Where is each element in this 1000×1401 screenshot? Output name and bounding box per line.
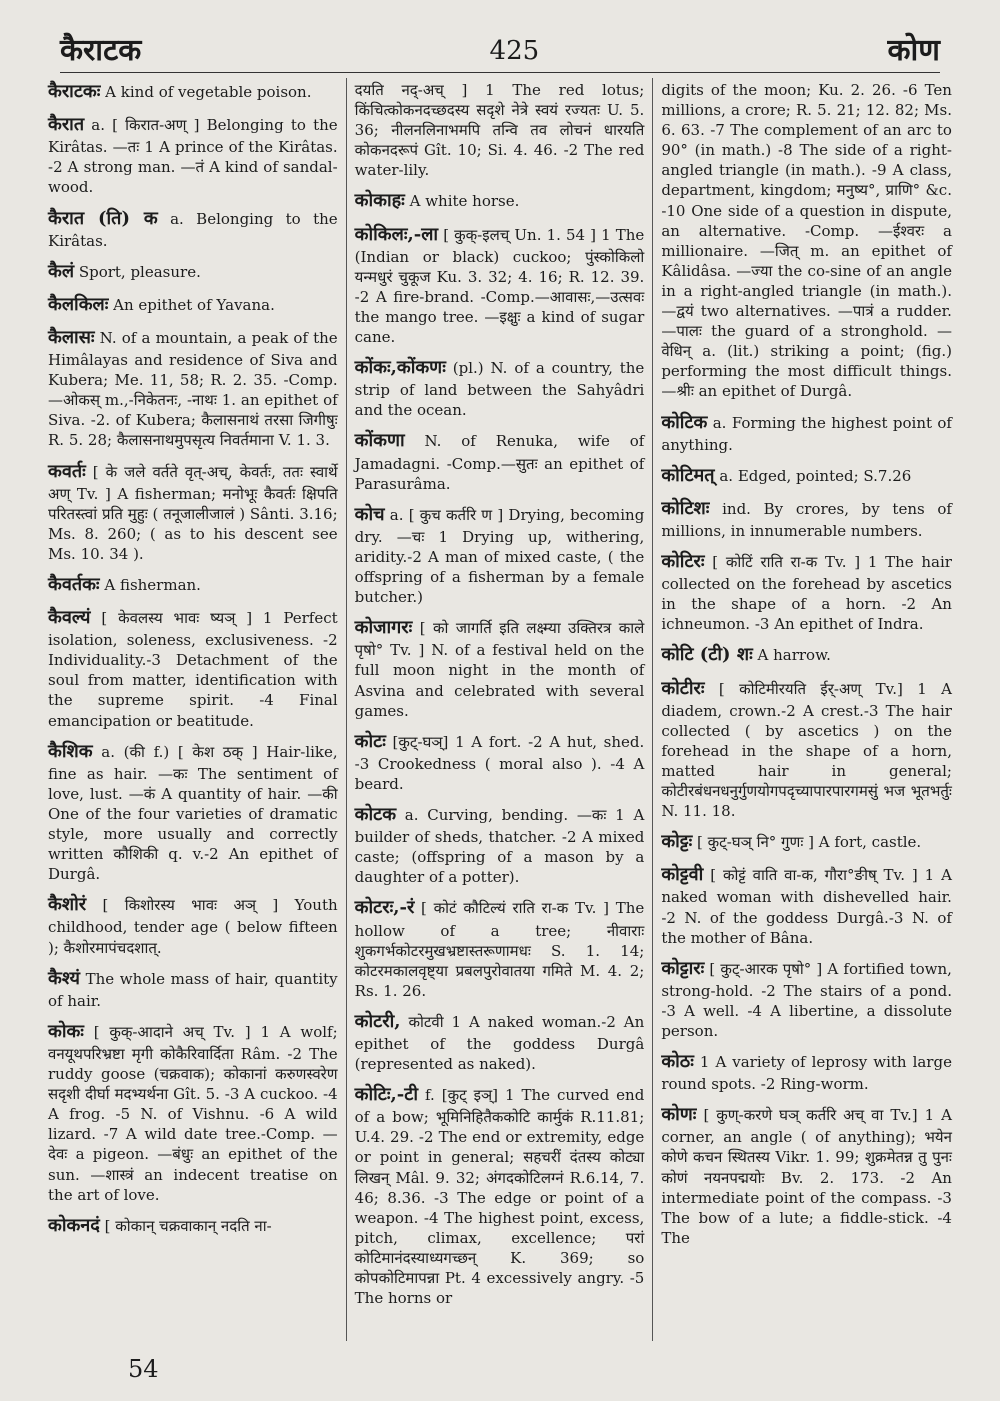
- dictionary-entry: [48, 113, 338, 197]
- dictionary-entry: [661, 643, 952, 667]
- entry-definition: [ कोकान् चक्रवाकान् नदति ना-: [104, 1216, 272, 1235]
- entry-headword: कैरात (ति) क: [48, 207, 158, 229]
- dictionary-entry: [661, 1050, 952, 1094]
- column-3: [653, 78, 960, 1341]
- dictionary-entry: [48, 260, 338, 284]
- dictionary-entry: [661, 550, 952, 634]
- entry-definition: a. Edged, pointed; S.7.26: [719, 466, 912, 485]
- entry-headword: कोटीरः: [661, 677, 705, 699]
- entry-definition: [ को जागर्ति इति लक्ष्म्या उक्तिरत्र काले पृषो° Tv. ] N. of a festival held on the full moon night in the month of Asvina and celebrated with several games.: [354, 619, 645, 720]
- entry-headword: कोटक: [354, 804, 397, 826]
- entry-definition: An epithet of Yavana.: [113, 295, 275, 314]
- entry-headword: कोठः: [661, 1051, 694, 1073]
- entry-definition: [ के जले वर्तते वृत्-अच्, केवर्तः, ततः स्वार्थे अण् Tv. ] A fisherman; मनोभूः कैवर्तः क्षिपति परितस्त्वां प्रति मुहुः ( तनूजालीजालं ) Sânti. 3.16; Ms. 8. 260; ( as to his descent see Ms. 10. 34 ).: [48, 462, 338, 563]
- entry-headword: कोंकः,कोंकणः: [354, 357, 446, 379]
- entry-definition: a. Curving, bending. —कः 1 A builder of sheds, thatcher. -2 A mixed caste; (offspring of a mason by a daughter of a potter).: [354, 806, 645, 887]
- dictionary-entry: [355, 189, 645, 213]
- dictionary-entry: [48, 293, 338, 317]
- entry-headword: कैलासः: [48, 326, 95, 348]
- entry-definition: [ कोट्टं वाति वा-क, गौरा°ङीष् Tv. ] 1 A naked woman with dishevelled hair. -2 N. of the goddess Durgâ.-3 N. of the mother of Bâna.: [661, 866, 952, 947]
- entry-headword: कैश्यं: [48, 967, 80, 989]
- entry-definition: [ कोटिं राति रा-क Tv. ] 1 The hair collected on the forehead by ascetics in the shape of a horn. -2 An ichneumon. -3 An epithet of Indra.: [661, 553, 952, 634]
- dictionary-entry: [661, 80, 952, 402]
- entry-headword: कवर्तः: [48, 460, 86, 482]
- entry-definition: [ कोटं कौटिल्यं राति रा-क Tv. ] The hollow of a tree; नीवाराः शुकगर्भकोटरमुखभ्रष्टास्तरूणामधः S. 1. 14; कोटरमकालवृष्ट्या प्रबलपुरोवातया गमिते M. 4. 2; Rs. 1. 26.: [354, 899, 645, 1000]
- entry-headword: कोटिः,-टी: [354, 1084, 418, 1106]
- entry-definition: a. Forming the highest point of anything.: [661, 413, 952, 454]
- dictionary-entry: [355, 429, 645, 493]
- entry-headword: कोटिशः: [661, 497, 710, 519]
- entry-definition: N. of a mountain, a peak of the Himâlayas and residence of Siva and Kubera; Me. 11, 58; R. 2. 35. -Comp.—ओकस् m.,-निकेतनः, -नाथः 1. an epithet of Siva. -2. of Kubera; कैलासनाथं तरसा जिगीषुः R. 5. 28; कैलासनाथमुपसृत्य निवर्तमाना V. 1. 3.: [48, 328, 338, 450]
- dictionary-entry: [661, 957, 952, 1041]
- entry-headword: कोकिलः,-ला: [354, 223, 439, 245]
- dictionary-entry: [355, 896, 645, 1000]
- entry-definition: 1 A variety of leprosy with large round spots. -2 Ring-worm.: [661, 1053, 952, 1094]
- entry-definition: digits of the moon; Ku. 2. 26. -6 Ten millions, a crore; R. 5. 21; 12. 82; Ms. 6. 63. -7 The complement of an arc to 90° (in math.) -8 The side of a right-angled triangle (in math.). -9 A class, department, kingdom; मनुष्य°, प्राणि° &c. -10 One side of a question in dispute, an alternative. -Comp. —ईश्वरः a millionaire. —जित् m. an epithet of Kâlidâsa. —ज्या the co-sine of an angle in a right-angled triangle (in math.). —द्वयं two alternatives. —पात्रं a rudder. —पालः the guard of a stronghold. —वेधिन् a. (lit.) striking a point; (fig.) performing the most difficult things. —श्रीः an epithet of Durgâ.: [661, 81, 952, 401]
- entry-headword: कैरात: [48, 114, 85, 136]
- dictionary-entry: [48, 1020, 338, 1205]
- entry-headword: कोणः: [661, 1104, 697, 1126]
- dictionary-entry: [355, 730, 645, 794]
- dictionary-entry: [48, 460, 338, 564]
- dictionary-entry: [355, 616, 645, 720]
- entry-headword: कोकाहः: [354, 190, 405, 212]
- dictionary-entry: [48, 573, 338, 597]
- entry-definition: [ केवलस्य भावः ष्यञ् ] 1 Perfect isolation, soleness, exclusiveness. -2 Individuality.-3 Detachment of the soul from matter, identification with the supreme spirit. -4 Final emancipation or beatitude.: [48, 609, 338, 730]
- dictionary-entry: [48, 207, 338, 251]
- entry-definition: [ कोटिमीरयति ईर्-अण् Tv.] 1 A diadem, crown.-2 A crest.-3 The hair collected ( by ascetics ) on the forehead in the shape of a horn, matted hair in general; कोटीरबंधनधनुर्गुणयोगपदृच्यापारपारगमसुं भज भूतभर्तुः N. 11. 18.: [661, 679, 952, 821]
- entry-headword: कैवर्तकः: [48, 573, 100, 595]
- dictionary-entry: [661, 863, 952, 947]
- entry-headword: कैशोरं: [48, 894, 87, 916]
- entry-headword: कोटः: [354, 730, 386, 752]
- text-columns: [40, 78, 960, 1341]
- entry-definition: A white horse.: [409, 192, 520, 211]
- entry-headword: कोटिमत्: [661, 464, 715, 486]
- entry-definition: [ कुक्-इलच् Un. 1. 54 ] 1 The (Indian or black) cuckoo; पुंस्कोकिलो यन्मधुरं चुकूज Ku. 3. 32; 4. 16; R. 12. 39. -2 A fire-brand. -Comp.—आवासः,—उत्सवः the mango tree. —इक्षुः a kind of sugar cane.: [354, 225, 645, 347]
- entry-headword: कोटरः,-रं: [354, 897, 415, 919]
- entry-headword: कोच: [354, 503, 385, 525]
- dictionary-entry: [661, 677, 952, 822]
- page-number: 425: [489, 36, 540, 66]
- entry-headword: कोकः: [48, 1020, 84, 1042]
- dictionary-entry: [48, 80, 338, 104]
- entry-definition: कोटवी 1 A naked woman.-2 An epithet of the goddess Durgâ (represented as naked).: [354, 1012, 645, 1074]
- entry-definition: [ कुट्-आरक पृषो° ] A fortified town, strong-hold. -2 The stairs of a pond. -3 A well. -4 A libertine, a dissolute person.: [661, 959, 952, 1040]
- dictionary-entry: [48, 326, 338, 451]
- dictionary-entry: [661, 497, 952, 541]
- entry-headword: कोटरी,: [354, 1010, 401, 1032]
- dictionary-entry: [661, 464, 952, 488]
- dictionary-entry: [48, 1214, 338, 1238]
- entry-definition: दयति नद्-अच् ] 1 The red lotus; किंचित्कोकनदच्छदस्य सदृशे नेत्रे स्वयं रज्यतः U. 5. 36; नीलनलिनाभमपि तन्वि तव लोचनं धारयति कोकनदरूपं Gît. 10; Si. 4. 46. -2 The red water-lily.: [354, 81, 645, 180]
- running-header: [60, 22, 940, 73]
- dictionary-entry: [355, 223, 645, 348]
- entry-definition: a. [ किरात-अण् ] Belonging to the Kirâtas. —तः 1 A prince of the Kirâtas. -2 A strong man. —तं A kind of sandal-wood.: [48, 116, 338, 197]
- entry-headword: कोट्टारः: [661, 957, 705, 979]
- dictionary-entry: [355, 1010, 645, 1074]
- dictionary-entry: [661, 411, 952, 455]
- dictionary-entry: [355, 503, 645, 607]
- entry-headword: कोट्टः: [661, 831, 693, 853]
- dictionary-entry: [48, 740, 338, 885]
- entry-definition: Sport, pleasure.: [78, 262, 201, 281]
- entry-headword: कोटि (टी) शः: [661, 644, 753, 666]
- entry-headword: कोजागरः: [354, 617, 413, 639]
- entry-headword: कोकनदं: [48, 1214, 100, 1236]
- entry-headword: कैराटकः: [48, 81, 101, 102]
- dictionary-entry: [661, 1103, 952, 1248]
- entry-definition: N. of Renuka, wife of Jamadagni. -Comp.—सुतः an epithet of Parasurâma.: [354, 432, 645, 493]
- entry-headword: कैशिक: [48, 740, 93, 762]
- entry-definition: a. Belonging to the Kirâtas.: [48, 209, 338, 250]
- entry-headword: कैवल्यं: [48, 607, 91, 629]
- entry-definition: [ कुट्-घञ् नि° गुणः ] A fort, castle.: [697, 833, 922, 852]
- entry-headword: कैलकिलः: [48, 293, 109, 315]
- dictionary-entry: [48, 893, 338, 957]
- entry-definition: A kind of vegetable poison.: [105, 83, 312, 101]
- entry-definition: [ किशोरस्य भावः अञ् ] Youth childhood, tender age ( below fifteen ); कैशोरमापंचदशात्.: [48, 896, 338, 957]
- entry-headword: कोटिक: [661, 411, 708, 433]
- dictionary-entry: [355, 1083, 645, 1308]
- entry-definition: [कुट्-घञ्] 1 A fort. -2 A hut, shed. -3 Crookedness ( moral also ). -4 A beard.: [354, 732, 645, 793]
- dictionary-entry: [661, 830, 952, 854]
- entry-definition: f. [कुट् इञ्] 1 The curved end of a bow; भूमिनिहितैककोटि कार्मुकं R.11.81; U.4. 29. -2 The end or extremity, edge or point in general; सहचरीं दंतस्य कोट्या लिखन् Mâl. 9. 32; अंगदकोटिलग्नं R.6.14, 7. 46; 8.36. -3 The edge or point of a weapon. -4 The highest point, excess, pitch, climax, excellence; परां कोटिमानंदस्याध्यगच्छन् K. 369; so कोपकोटिमापन्ना Pt. 4 excessively angry. -5 The horns or: [354, 1086, 645, 1308]
- dictionary-entry: [355, 356, 645, 420]
- entry-definition: ind. By crores, by tens of millions, in innumerable numbers.: [661, 499, 952, 540]
- entry-definition: [ कुक्-आदाने अच् Tv. ] 1 A wolf; वनयूथपरिभ्रष्टा मृगी कोकैरिवार्दिता Râm. -2 The ruddy goose (चक्रवाक); कोकानां करुणस्वरेण सदृशी दीर्घा मदभ्यर्थना Gît. 5. -3 A cuckoo. -4 A frog. -5 N. of Vishnu. -6 A wild lizard. -7 A wild date tree.-Comp. —देवः a pigeon. —बंधुः an epithet of the sun. —शास्त्रं an indecent treatise on the art of love.: [48, 1022, 338, 1204]
- header-first-word: कैराटक: [60, 33, 142, 68]
- entry-definition: [ कुण्-करणे घञ् कर्तरि अच् वा Tv.] 1 A corner, an angle ( of anything); भयेन कोणे कचन स्थितस्य Vikr. 1. 99; शुक्रमेतन्न तु पुनः कोणं नयनपद्मयोः Bv. 2. 173. -2 An intermediate point of the compass. -3 The bow of a lute; a fiddle-stick. -4 The: [661, 1106, 952, 1247]
- entry-definition: A fisherman.: [104, 575, 201, 594]
- entry-definition: a. (की f.) [ केश ठक् ] Hair-like, fine as hair. —कः The sentiment of love, lust. —कं A quantity of hair. —की One of the four varieties of dramatic style, more usually and correctly written कौशिकी q. v.-2 An epithet of Durgâ.: [48, 742, 338, 884]
- entry-headword: कोटिरः: [661, 551, 705, 573]
- entry-definition: (pl.) N. of a country, the strip of land between the Sahyâdri and the ocean.: [354, 359, 645, 420]
- entry-definition: a. [ कुच कर्तरि ण ] Drying, becoming dry. —चः 1 Drying up, withering, aridity.-2 A man of mixed caste, ( the offspring of a fisherman by a female butcher.): [354, 505, 645, 607]
- signature-mark: 54: [128, 1355, 159, 1383]
- entry-headword: कैलं: [48, 260, 75, 282]
- entry-headword: कोट्टवी: [661, 864, 704, 886]
- column-2: [347, 78, 654, 1341]
- entry-definition: A harrow.: [757, 646, 831, 665]
- dictionary-entry: [355, 803, 645, 887]
- column-1: [40, 78, 347, 1341]
- dictionary-entry: [48, 606, 338, 731]
- dictionary-entry: [48, 967, 338, 1011]
- header-last-word: कोण: [887, 33, 940, 68]
- entry-headword: कोंकणा: [354, 430, 405, 452]
- entry-definition: The whole mass of hair, quantity of hair.: [48, 969, 338, 1010]
- dictionary-entry: [355, 80, 645, 180]
